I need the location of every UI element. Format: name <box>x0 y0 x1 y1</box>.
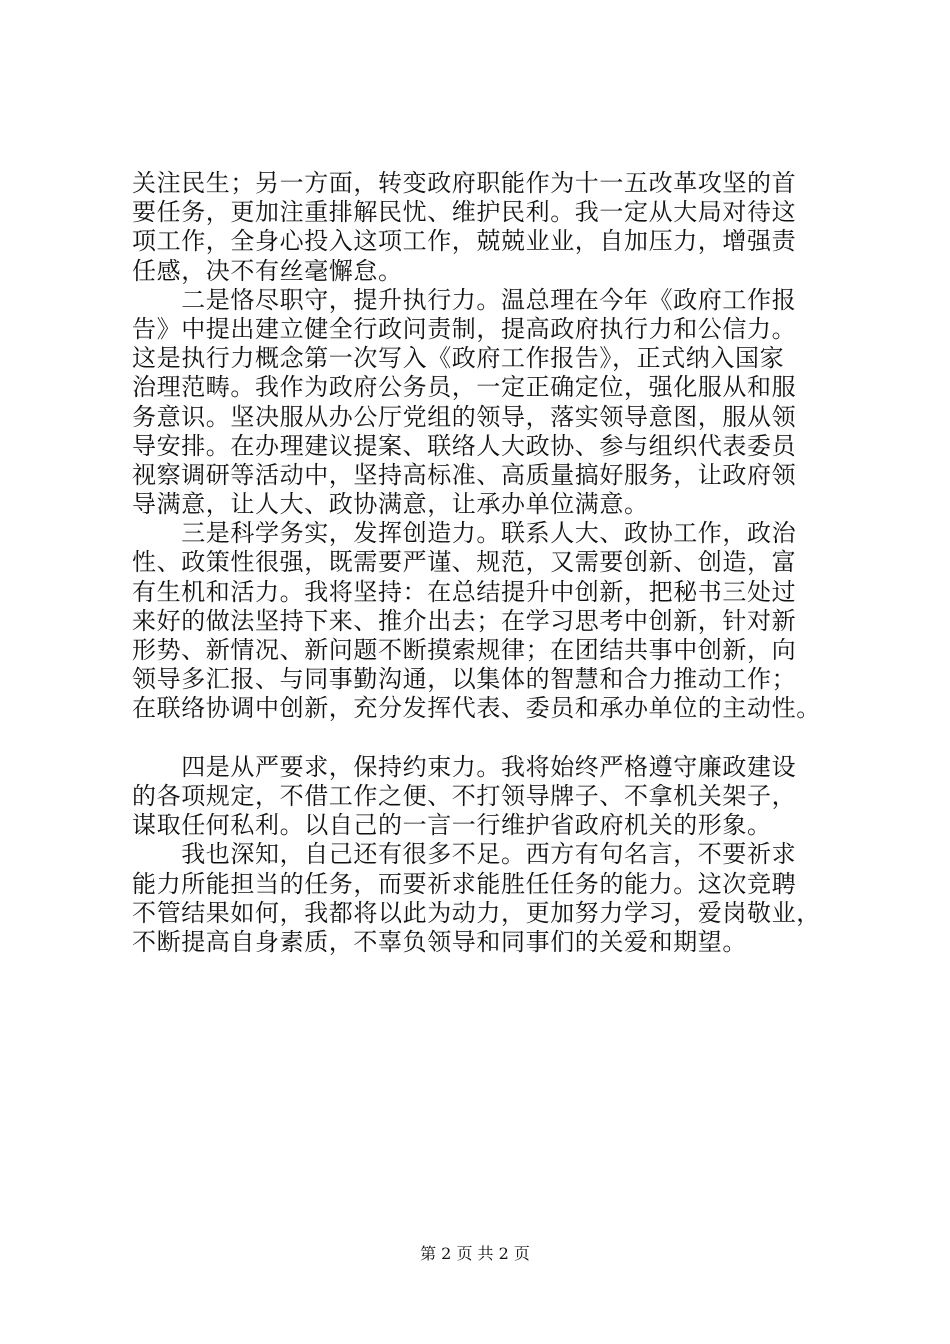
text-line: 导安排。在办理建议提案、联络人大政协、参与组织代表委员 <box>132 431 797 460</box>
text-line: 导满意，让人大、政协满意，让承办单位满意。 <box>132 490 649 519</box>
text-line: 性、政策性很强，既需要严谨、规范，又需要创新、创造，富 <box>132 548 797 577</box>
text-line: 能力所能担当的任务，而要祈求能胜任任务的能力。这次竞聘 <box>132 869 797 898</box>
text-line: 要任务，更加注重排解民忧、维护民利。我一定从大局对待这 <box>132 198 797 227</box>
text-line: 有生机和活力。我将坚持：在总结提升中创新，把秘书三处过 <box>132 577 797 606</box>
text-line: 关注民生；另一方面，转变政府职能作为十一五改革攻坚的首 <box>132 169 797 197</box>
text-line: 四是从严要求，保持约束力。我将始终严格遵守廉政建设 <box>132 752 797 781</box>
document-body <box>132 169 862 957</box>
text-line: 项工作，全身心投入这项工作，兢兢业业，自加压力，增强责 <box>132 227 797 256</box>
text-line: 务意识。坚决服从办公厅党组的领导，落实领导意图，服从领 <box>132 402 797 431</box>
text-line: 这是执行力概念第一次写入《政府工作报告》，正式纳入国家 <box>132 344 785 373</box>
text-line: 我也深知，自己还有很多不足。西方有句名言，不要祈求 <box>132 840 797 869</box>
page-footer: 第 2 页 共 2 页 <box>420 1244 530 1263</box>
text-line: 二是恪尽职守，提升执行力。温总理在今年《政府工作报 <box>132 285 797 314</box>
text-line: 形势、新情况、新问题不断摸索规律；在团结共事中创新，向 <box>132 636 797 664</box>
paragraph-gap <box>132 724 862 753</box>
text-line: 谋取任何私利。以自己的一言一行维护省政府机关的形象。 <box>132 811 772 840</box>
text-line: 任感，决不有丝毫懈怠。 <box>132 256 403 285</box>
text-line: 视察调研等活动中，坚持高标准、高质量搞好服务，让政府领 <box>132 460 797 489</box>
text-line: 的各项规定，不借工作之便、不打领导牌子、不拿机关架子， <box>132 781 797 810</box>
text-line: 不断提高自身素质，不辜负领导和同事们的关爱和期望。 <box>132 927 747 956</box>
text-line: 来好的做法坚持下来、推介出去；在学习思考中创新，针对新 <box>132 606 797 635</box>
text-line: 领导多汇报、与同事勤沟通，以集体的智慧和合力推动工作； <box>132 665 797 694</box>
text-line: 不管结果如何，我都将以此为动力，更加努力学习，爱岗敬业， <box>132 898 821 927</box>
text-line: 在联络协调中创新，充分发挥代表、委员和承办单位的主动性。 <box>132 694 821 723</box>
text-line: 三是科学务实，发挥创造力。联系人大、政协工作，政治 <box>132 519 797 548</box>
text-line: 告》中提出建立健全行政问责制，提高政府执行力和公信力。 <box>132 314 797 343</box>
text-line: 治理范畴。我作为政府公务员，一定正确定位，强化服从和服 <box>132 373 797 402</box>
